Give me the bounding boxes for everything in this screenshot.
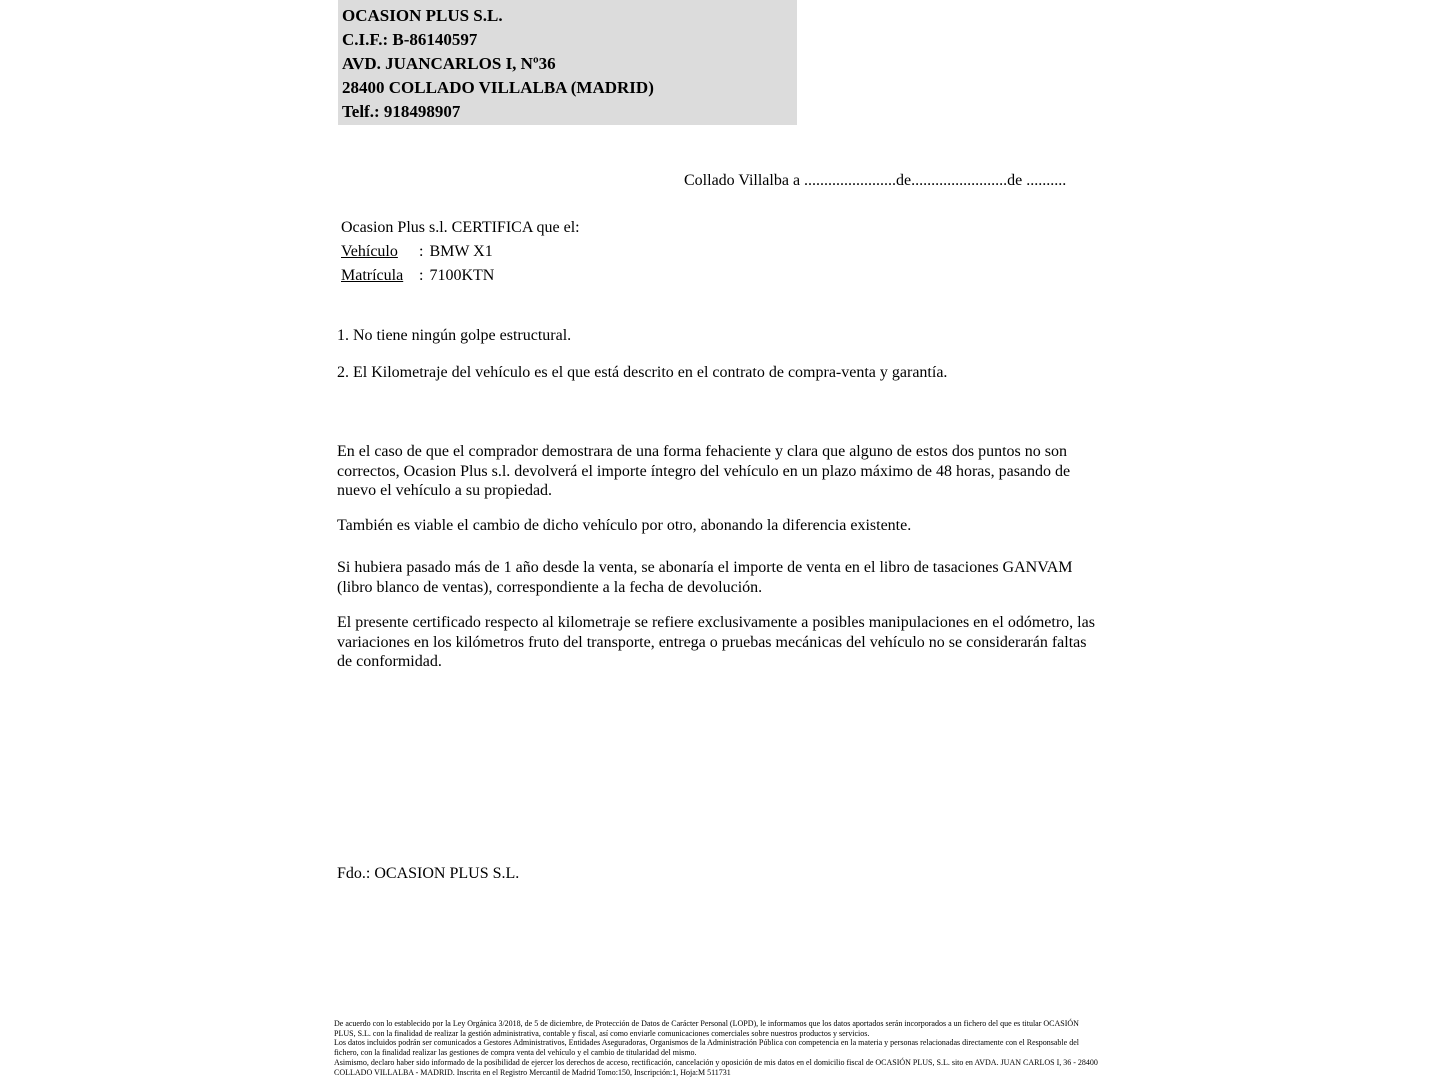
certification-block (341, 216, 580, 288)
date-line: Collado Villalba a .......................de........................de .......... (684, 172, 1067, 189)
terms-paragraph-refund: En el caso de que el comprador demostrara de una forma fehaciente y clara que alguno de estos dos puntos no son correctos, Ocasion Plus s.l. devolverá el importe íntegro del vehículo en un plazo máximo de 48 horas, pasando de nuevo el vehículo a su propiedad. (337, 443, 1071, 499)
vehicle-field-label: Vehículo (341, 243, 398, 260)
legal-paragraph-rights: Asimismo, declaro haber sido informado de la posibilidad de ejercer los derechos de acceso, rectificación, cancelación y oposición de mis datos en el domicilio fiscal de OCASIÓN PLUS, S.L. sito en AVDA. JUAN CARLOS I, 36 - 28400 COLLADO VILLALBA - MADRID. Inscrita en el Registro Mercantil de Madrid Tomo:150, Inscripción:1, Hoja:M 511731 (334, 1057, 1098, 1077)
terms-paragraph-exchange: También es viable el cambio de dicho vehículo por otro, abonando la diferencia existente. (337, 517, 912, 534)
terms-paragraph-one-year: Si hubiera pasado más de 1 año desde la venta, se abonaría el importe de venta en el libro de tasaciones GANVAM (libro blanco de ventas), correspondiente a la fecha de devolución. (337, 559, 1073, 596)
company-letterhead (338, 0, 797, 125)
legal-paragraph-lopd: De acuerdo con lo establecido por la Ley Orgánica 3/2018, de 5 de diciembre, de Protección de Datos de Carácter Personal (LOPD), le informamos que los datos aportados serán incorporados a un fichero del que es titular OCASIÓN PLUS, S.L. con la finalidad de realizar la gestión administrativa, contable y fiscal, así como enviarle comunicaciones comerciales sobre nuestros productos y servicios. (334, 1019, 1079, 1038)
plate-field-label: Matrícula (341, 267, 404, 284)
terms-paragraph-odometer: El presente certificado respecto al kilometraje se refiere exclusivamente a posibles manipulaciones en el odómetro, las variaciones en los kilómetros fruto del transporte, entrega o pruebas mecánicas del vehículo no se considerarán faltas de conformidad. (337, 614, 1095, 670)
vehicle-field-row (341, 240, 580, 264)
company-city: 28400 COLLADO VILLALBA (MADRID) (342, 78, 654, 97)
legal-paragraph-data-sharing: Los datos incluidos podrán ser comunicados a Gestores Administrativos, Entidades Aseguradoras, Organismos de la Administración Pública con competencia en la materia y personas relacionadas directamente con el Responsable del fichero, con la finalidad realizar las gestiones de compra venta del vehículo y el cambio de titularidad del mismo. (334, 1038, 1079, 1058)
certified-point-1: 1. No tiene ningún golpe estructural. (337, 327, 572, 344)
plate-field-value: 7100KTN (429, 267, 495, 284)
certified-point-2: 2. El Kilometraje del vehículo es el que está descrito en el contrato de compra-venta y garantía. (337, 364, 948, 381)
certification-intro: Ocasion Plus s.l. CERTIFICA que el: (341, 219, 580, 236)
company-name: OCASION PLUS S.L. (342, 6, 503, 25)
company-address: AVD. JUANCARLOS I, Nº36 (342, 54, 556, 73)
vehicle-field-separator: : (419, 243, 424, 260)
company-phone: Telf.: 918498907 (342, 102, 461, 121)
plate-field-separator: : (419, 267, 424, 284)
plate-field-row (341, 264, 580, 288)
vehicle-field-value: BMW X1 (429, 243, 493, 260)
signature-line: Fdo.: OCASION PLUS S.L. (337, 865, 520, 882)
legal-fine-print (334, 1019, 1100, 1077)
company-cif: C.I.F.: B-86140597 (342, 30, 478, 49)
